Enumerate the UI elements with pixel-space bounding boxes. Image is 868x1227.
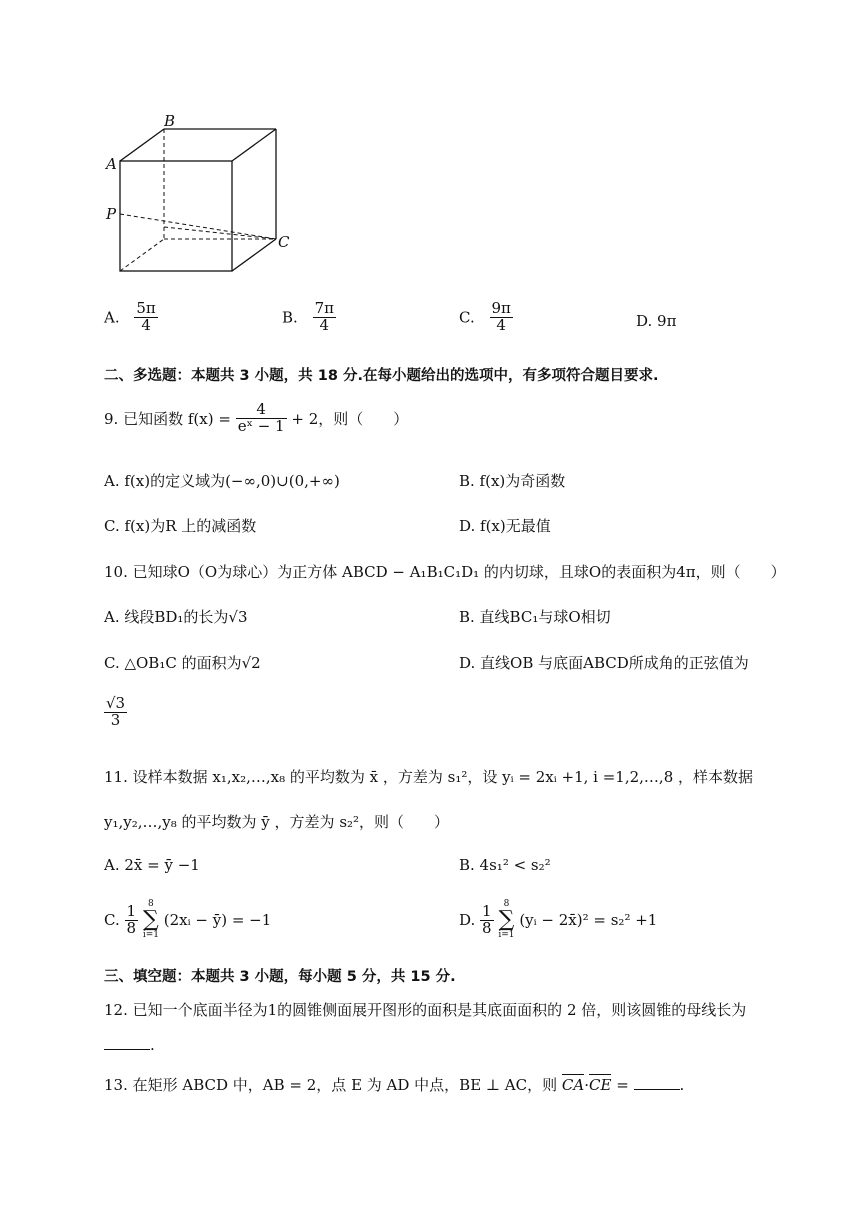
q12-answer-line: . xyxy=(104,1036,155,1054)
q10-option-a: A. 线段BD₁的长为√3 xyxy=(104,608,248,626)
q10-option-d: D. 直线OB 与底面ABCD所成角的正弦值为 xyxy=(459,654,749,672)
label-P: P xyxy=(106,205,117,223)
q9-option-c: C. f(x)为R 上的减函数 xyxy=(104,517,257,535)
vector-ce: CE xyxy=(588,1076,612,1094)
q11-option-a: A. 2x̄ = ȳ −1 xyxy=(104,856,200,874)
q11-stem-line1: 11. 设样本数据 x₁,x₂,…,x₈ 的平均数为 x̄ ，方差为 s₁²，设 yᵢ = 2xᵢ +1, i =1,2,…,8 ，样本数据 xyxy=(104,768,754,786)
q11-option-d: D. $\frac{1}{8}$ 8 ∑ i=1 (yᵢ − 2x̄)² = s₂² +1 xyxy=(459,899,658,940)
q10-option-c: C. △OB₁C 的面积为√2 xyxy=(104,654,261,672)
vector-ca: CA xyxy=(561,1076,585,1094)
section-3-heading: 三、填空题：本题共 3 小题，每小题 5 分，共 15 分. xyxy=(104,969,456,985)
q11-option-c: C. $\frac{1}{8}$ 8 ∑ i=1 (2xᵢ − ȳ) = −1 xyxy=(104,899,272,940)
q10-option-d-fraction: $\frac{√3}{3}$ xyxy=(106,694,126,729)
q10-option-b: B. 直线BC₁与球O相切 xyxy=(459,608,611,626)
label-A: A xyxy=(106,155,117,173)
q8-option-c: C. $\frac{9\pi}{4}$ xyxy=(459,299,511,334)
q13-blank[interactable] xyxy=(634,1077,680,1090)
q9-option-a: A. f(x)的定义域为(−∞,0)∪(0,+∞) xyxy=(104,472,340,490)
q13-stem: 13. 在矩形 ABCD 中，AB = 2，点 E 为 AD 中点，BE ⊥ AC，则 CA·CE = . xyxy=(104,1076,685,1094)
q8-option-b: B. $\frac{7\pi}{4}$ xyxy=(282,299,334,334)
label-B: B xyxy=(164,112,176,130)
q12-blank[interactable] xyxy=(104,1037,150,1050)
q12-stem: 12. 已知一个底面半径为1的圆锥侧面展开图形的面积是其底面面积的 2 倍，则该圆锥的母线长为 xyxy=(104,1001,747,1019)
q9-option-d: D. f(x)无最值 xyxy=(459,517,551,535)
q8-option-d: D. 9π xyxy=(636,312,677,330)
q10-stem: 10. 已知球O（O为球心）为正方体 ABCD − A₁B₁C₁D₁ 的内切球，且球O的表面积为4π，则（ ） xyxy=(104,563,786,581)
q11-stem-line2: y₁,y₂,…,y₈ 的平均数为 ȳ ，方差为 s₂²，则（ ） xyxy=(104,813,450,831)
q11-option-b: B. 4s₁² < s₂² xyxy=(459,856,551,874)
section-2-heading: 二、多选题：本题共 3 小题，共 18 分.在每小题给出的选项中，有多项符合题目要求. xyxy=(104,368,659,384)
cube-figure xyxy=(100,110,300,280)
q9-option-b: B. f(x)为奇函数 xyxy=(459,472,566,490)
q8-option-a: A. $\frac{5\pi}{4}$ xyxy=(104,299,156,334)
q9-stem: 9. 已知函数 f(x) = $\frac{4}{\text{eˣ − 1}}$ + 2，则（ ） xyxy=(104,400,409,435)
label-C: C xyxy=(278,233,290,251)
cube-front-face xyxy=(120,161,232,271)
